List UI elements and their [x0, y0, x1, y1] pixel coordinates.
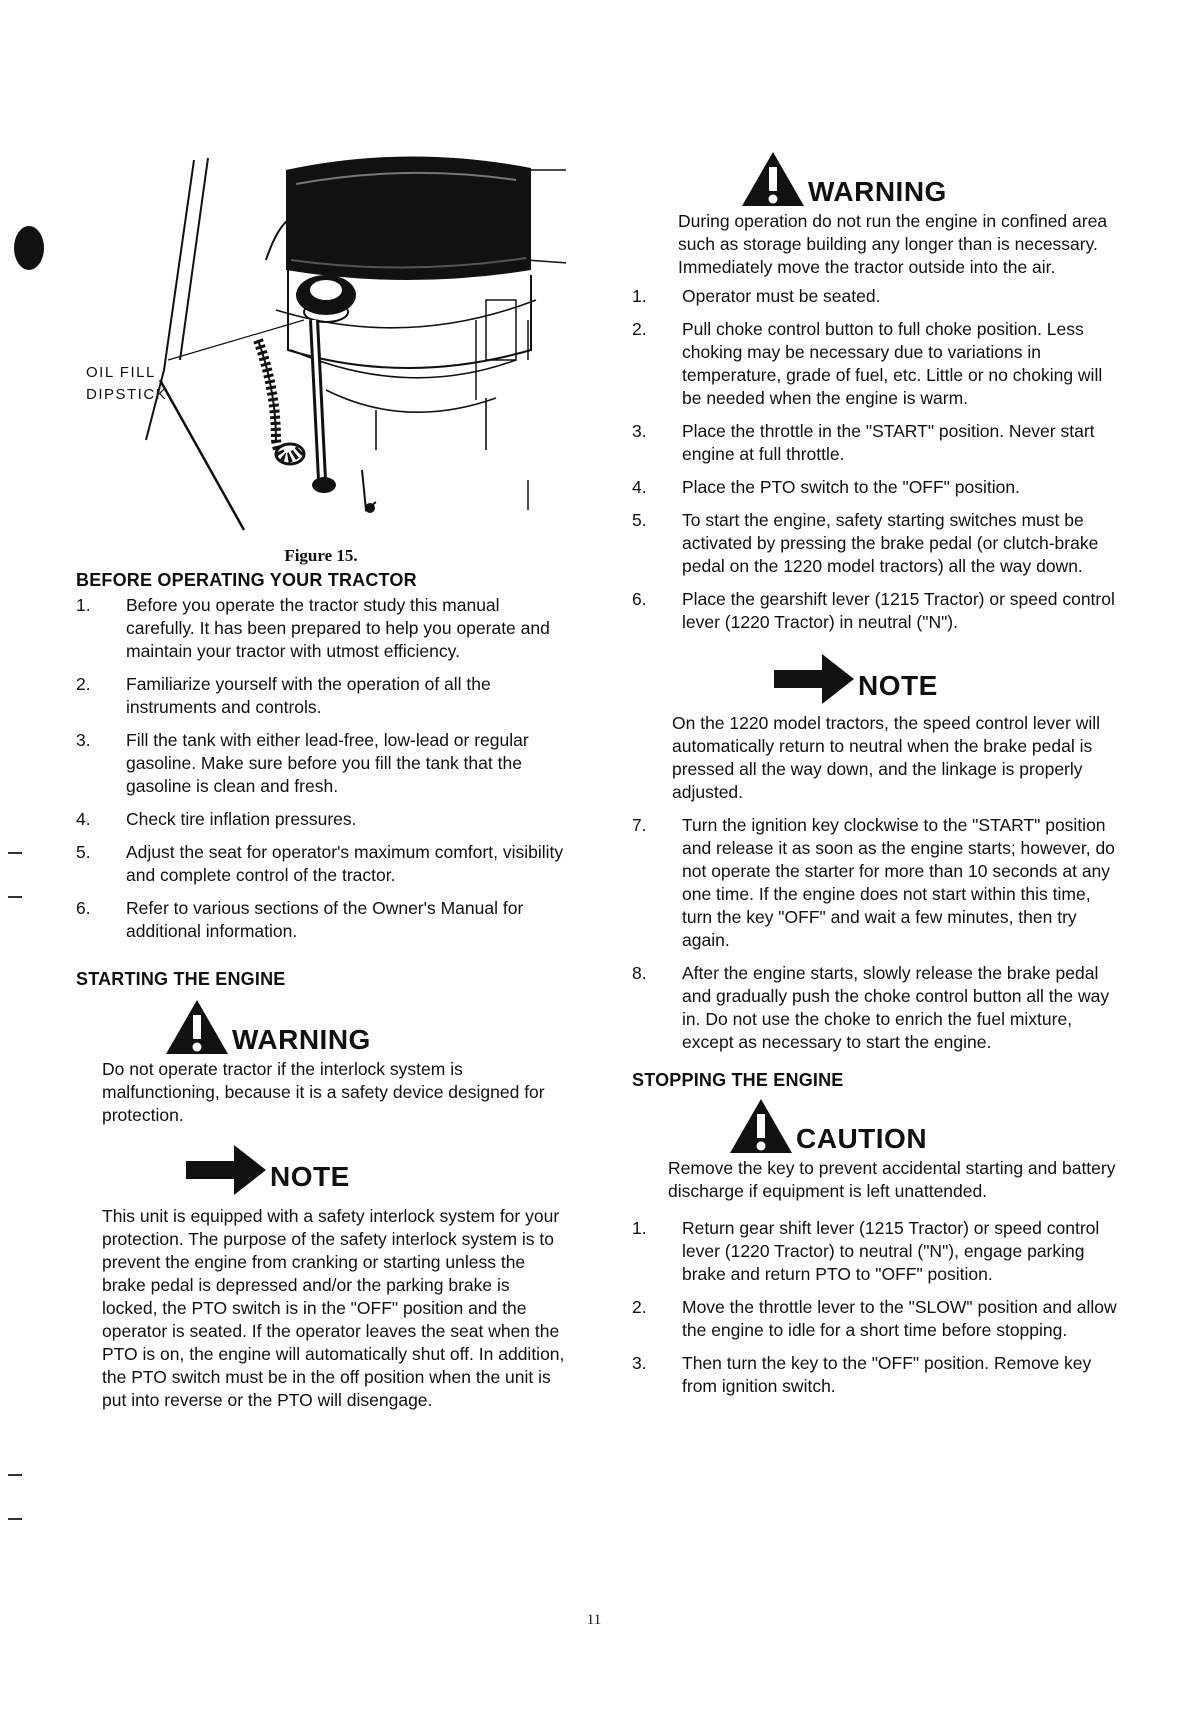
step-number: 1. — [632, 1218, 647, 1238]
starting-warning-block — [76, 998, 566, 1127]
list-item — [76, 729, 566, 798]
list-item — [76, 594, 566, 663]
caution-label: CAUTION — [796, 1123, 928, 1154]
step-number: 5. — [632, 510, 647, 530]
step-text: Turn the ignition key clockwise to the "START" position and release it as soon as the engine starts; however, do not operate the starter for more than 10 seconds at any one time. If the engine does not start within this time, turn the key "OFF" and wait a few minutes, then try again. — [682, 815, 1115, 950]
note-text: On the 1220 model tractors, the speed control lever will automatically return to neutral when the brake pedal is pressed all the way down, and the linkage is properly adjusted. — [672, 713, 1100, 802]
list-item — [632, 285, 1122, 308]
callout-line-2: DIPSTICK — [86, 386, 168, 403]
stopping-caution-block — [632, 1097, 1122, 1203]
step-text: Fill the tank with either lead-free, low-lead or regular gasoline. Make sure before you fill the tank that the gasoline is clean and fresh. — [126, 730, 529, 796]
step-number: 4. — [632, 477, 647, 497]
step-number: 3. — [76, 730, 91, 750]
list-item — [76, 808, 566, 831]
engine-figure — [76, 150, 566, 580]
left-column — [76, 150, 566, 1412]
step-number: 1. — [632, 286, 647, 306]
margin-mark — [8, 1518, 22, 1520]
stopping-engine-heading: STOPPING THE ENGINE — [632, 1070, 844, 1090]
margin-mark — [8, 1474, 22, 1476]
starting-engine-heading: STARTING THE ENGINE — [76, 969, 286, 989]
note-header — [672, 650, 1122, 708]
warning-header — [102, 998, 566, 1056]
list-item — [632, 588, 1122, 634]
step-text: Operator must be seated. — [682, 286, 881, 306]
step-text: Place the PTO switch to the "OFF" position. — [682, 477, 1020, 497]
starting-steps-1-6 — [632, 285, 1122, 634]
step-number: 2. — [632, 319, 647, 339]
margin-mark — [8, 896, 22, 898]
step-text: Refer to various sections of the Owner's Manual for additional information. — [126, 898, 524, 941]
step-number: 5. — [76, 842, 91, 862]
note-header — [102, 1141, 566, 1199]
step-text: Move the throttle lever to the "SLOW" position and allow the engine to idle for a short time before stopping. — [682, 1297, 1117, 1340]
caution-header — [668, 1097, 1122, 1155]
before-operating-steps — [76, 594, 566, 943]
list-item — [632, 1296, 1122, 1342]
list-item — [632, 1217, 1122, 1286]
right-column — [632, 150, 1122, 1408]
warning-text: During operation do not run the engine in confined area such as storage building any longer than is necessary. Immediately move the tractor outside into the air. — [678, 211, 1108, 277]
binder-hole-mark — [14, 226, 44, 270]
step-number: 3. — [632, 421, 647, 441]
list-item — [632, 1352, 1122, 1398]
step-text: Pull choke control button to full choke position. Less choking may be necessary due to variations in temperature, grade of fuel, etc. Little or no choking will be needed when the engine is warm. — [682, 319, 1103, 408]
warning-header — [678, 150, 1122, 208]
starting-steps-7-8 — [632, 814, 1122, 1054]
speed-control-note-block — [632, 650, 1122, 804]
step-text: Familiarize yourself with the operation of all the instruments and controls. — [126, 674, 491, 717]
step-number: 2. — [632, 1297, 647, 1317]
warning-triangle-icon — [164, 998, 230, 1056]
list-item — [632, 318, 1122, 410]
warning-label: WARNING — [808, 176, 947, 207]
note-label: NOTE — [858, 670, 938, 701]
step-text: To start the engine, safety starting switches must be activated by pressing the brake pedal (or clutch-brake pedal on the 1220 model tractors) all the way down. — [682, 510, 1099, 576]
stopping-steps — [632, 1217, 1122, 1398]
engine-illustration — [76, 150, 566, 550]
note-arrow-icon — [184, 1141, 268, 1199]
callout-line-1: OIL FILL — [86, 364, 156, 381]
warning-label: WARNING — [232, 1024, 371, 1055]
before-operating-heading: BEFORE OPERATING YOUR TRACTOR — [76, 570, 417, 590]
note-arrow-icon — [772, 650, 856, 708]
step-text: Check tire inflation pressures. — [126, 809, 357, 829]
warning-triangle-icon — [740, 150, 806, 208]
step-text: Before you operate the tractor study this manual carefully. It has been prepared to help you operate and maintain your tractor with utmost efficiency. — [126, 595, 550, 661]
step-text: Then turn the key to the "OFF" position. Remove key from ignition switch. — [682, 1353, 1092, 1396]
list-item — [76, 897, 566, 943]
list-item — [76, 841, 566, 887]
figure-caption: Figure 15. — [284, 546, 358, 565]
list-item — [76, 673, 566, 719]
caution-text: Remove the key to prevent accidental starting and battery discharge if equipment is left unattended. — [668, 1158, 1116, 1201]
page-number: 11 — [586, 1612, 602, 1628]
list-item — [632, 814, 1122, 952]
step-text: After the engine starts, slowly release the brake pedal and gradually push the choke control button all the way in. Do not use the choke to enrich the fuel mixture, except as necessary to start the engine. — [682, 963, 1110, 1052]
list-item — [632, 476, 1122, 499]
warning-text: Do not operate tractor if the interlock system is malfunctioning, because it is a safety device designed for protection. — [102, 1059, 545, 1125]
step-number: 8. — [632, 963, 647, 983]
step-text: Adjust the seat for operator's maximum comfort, visibility and complete control of the tractor. — [126, 842, 564, 885]
step-text: Return gear shift lever (1215 Tractor) or speed control lever (1220 Tractor) to neutral ("N"), engage parking brake and return PTO to "OFF" position. — [682, 1218, 1100, 1284]
list-item — [632, 420, 1122, 466]
step-number: 7. — [632, 815, 647, 835]
step-number: 1. — [76, 595, 91, 615]
oil-fill-dipstick-label — [86, 362, 167, 406]
step-number: 6. — [632, 589, 647, 609]
starting-note-block — [76, 1141, 566, 1412]
step-number: 6. — [76, 898, 91, 918]
step-text: Place the gearshift lever (1215 Tractor) or speed control lever (1220 Tractor) in neutral ("N"). — [682, 589, 1115, 632]
step-text: Place the throttle in the "START" position. Never start engine at full throttle. — [682, 421, 1095, 464]
margin-mark — [8, 852, 22, 854]
note-label: NOTE — [270, 1161, 350, 1192]
note-text: This unit is equipped with a safety interlock system for your protection. The purpose of the safety interlock system is to prevent the engine from cranking or starting unless the brake pedal is depressed and/or the parking brake is locked, the PTO switch is in the "OFF" position and the operator is seated. If the operator leaves the seat when the PTO is on, the engine will automatically shut off. In addition, the PTO switch must be in the off position when the unit is put into reverse or the PTO will disengage. — [102, 1206, 565, 1410]
step-number: 4. — [76, 809, 91, 829]
caution-triangle-icon — [728, 1097, 794, 1155]
step-number: 3. — [632, 1353, 647, 1373]
list-item — [632, 509, 1122, 578]
operation-warning-block — [632, 150, 1122, 279]
step-number: 2. — [76, 674, 91, 694]
list-item — [632, 962, 1122, 1054]
